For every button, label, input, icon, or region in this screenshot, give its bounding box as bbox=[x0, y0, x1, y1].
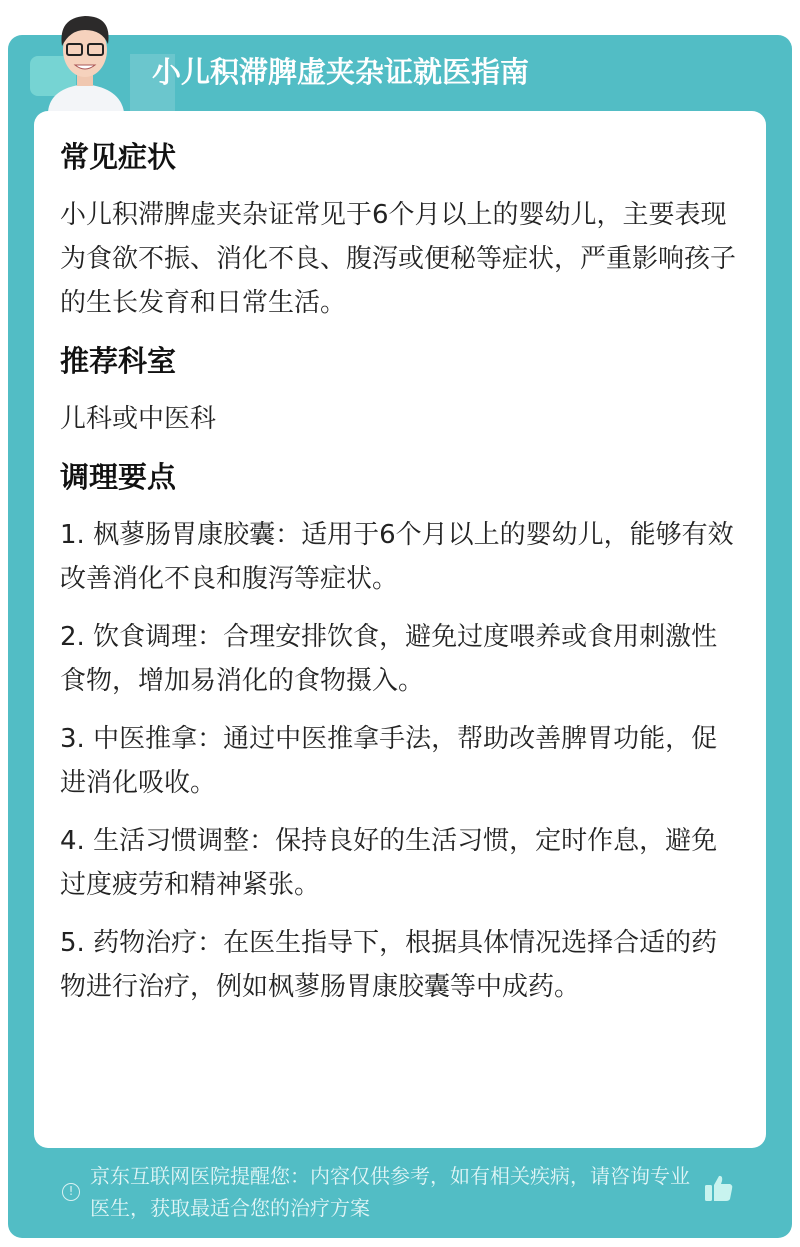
section-heading-care: 调理要点 bbox=[60, 460, 177, 494]
doctor-avatar bbox=[40, 8, 130, 112]
disclaimer-text: 京东互联网医院提醒您：内容仅供参考，如有相关疾病，请咨询专业医生，获取最适合您的治疗方案 bbox=[90, 1164, 690, 1220]
content-card bbox=[34, 111, 766, 1148]
symptoms-text: 小儿积滞脾虚夹杂证常见于6个月以上的婴幼儿，主要表现为食欲不振、消化不良、腹泻或便秘等症状，严重影响孩子的生长发育和日常生活。 bbox=[60, 200, 737, 318]
care-item: 4. 生活习惯调整：保持良好的生活习惯，定时作息，避免过度疲劳和精神紧张。 bbox=[60, 826, 718, 900]
page-title: 小儿积滞脾虚夹杂证就医指南 bbox=[152, 55, 530, 89]
section-heading-department: 推荐科室 bbox=[60, 344, 177, 378]
section-heading-symptoms: 常见症状 bbox=[60, 140, 177, 174]
department-text: 儿科或中医科 bbox=[60, 404, 217, 434]
thumbs-up-icon[interactable] bbox=[703, 1172, 735, 1204]
care-item: 3. 中医推拿：通过中医推拿手法，帮助改善脾胃功能，促进消化吸收。 bbox=[60, 724, 718, 798]
info-icon: ! bbox=[62, 1183, 80, 1201]
care-item: 5. 药物治疗：在医生指导下，根据具体情况选择合适的药物进行治疗，例如枫蓼肠胃康胶囊等中成药。 bbox=[60, 928, 718, 1002]
care-item: 1. 枫蓼肠胃康胶囊：适用于6个月以上的婴幼儿，能够有效改善消化不良和腹泻等症状。 bbox=[60, 520, 734, 594]
care-item: 2. 饮食调理：合理安排饮食，避免过度喂养或食用刺激性食物，增加易消化的食物摄入。 bbox=[60, 622, 718, 696]
